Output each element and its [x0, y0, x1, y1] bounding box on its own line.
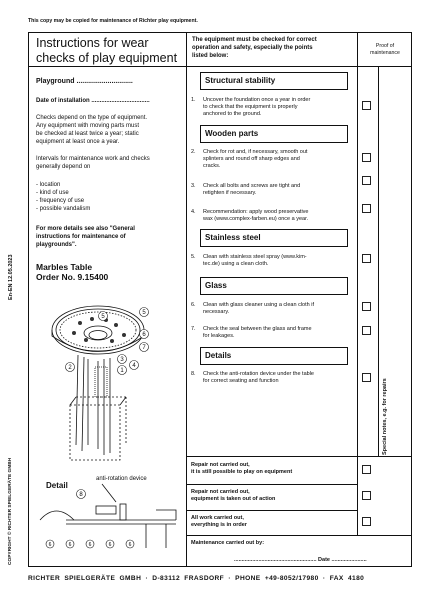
bottom-divider-3: [186, 510, 358, 511]
callout-2: 2: [68, 365, 72, 371]
proof-of-maintenance-label: Proof of maintenance: [370, 43, 400, 56]
product-name: Marbles Table: [36, 262, 93, 272]
checkbox-item-5[interactable]: [362, 254, 371, 263]
callout-8: 8: [79, 492, 83, 498]
detail-drawing: [36, 480, 181, 552]
section-glass: Glass: [200, 277, 348, 295]
checkbox-item-2b[interactable]: [362, 176, 371, 185]
page-title: Instructions for wear checks of play equipment: [36, 36, 178, 65]
column-divider: [186, 32, 187, 567]
section-wooden-parts: Wooden parts: [200, 125, 348, 143]
checkbox-repair-out-of-action[interactable]: [362, 491, 371, 500]
detail-label: Detail: [46, 481, 68, 490]
list-item: - kind of use: [36, 190, 69, 196]
factor-list: [36, 181, 90, 213]
version-date: En-EN 12.05.2023: [8, 254, 14, 300]
proof-column-divider: [357, 32, 358, 456]
checkbox-item-1[interactable]: [362, 101, 371, 110]
anti-rotation-label: anti-rotation device: [96, 476, 147, 482]
callout-6-detail: 6: [48, 542, 52, 548]
installation-date-label: Date of installation ...................................: [36, 98, 150, 104]
signature-date-line[interactable]: ...................................................... Date .......................: [234, 557, 367, 563]
header-divider: [28, 66, 412, 67]
details-reference: For more details see also "General instructions for maintenance of playgrounds".: [36, 226, 135, 248]
status-all-done: All work carried out, everything is in order: [191, 515, 247, 528]
notes-column-divider: [378, 66, 379, 456]
copyright-notice: COPYRIGHT © RICHTER SPIELGERÄTE GMBH: [8, 457, 13, 565]
callout-6-detail: 6: [108, 542, 112, 548]
list-item: - frequency of use: [36, 198, 85, 204]
status-repair-playable: Repair not carried out, it is still possible to play on equipment: [191, 462, 293, 475]
company-footer: RICHTER SPIELGERÄTE GMBH · D-83112 FRASDORF · PHONE +49-8052/17980 · FAX 4180: [28, 575, 365, 582]
checkbox-item-8[interactable]: [362, 373, 371, 382]
maintenance-by-label: Maintenance carried out by:: [191, 540, 265, 546]
check-frequency-text: Checks depend on the type of equipment. Any equipment with moving parts must be checked at least twice a year; static equipment at least once a year.: [36, 115, 148, 145]
checkbox-item-2[interactable]: [362, 153, 371, 162]
copy-note: This copy may be copied for maintenance of Richter play equipment.: [28, 18, 198, 24]
callout-6-detail: 6: [68, 542, 72, 548]
checkbox-item-6[interactable]: [362, 302, 371, 311]
list-item: - location: [36, 182, 61, 188]
callout-6: 6: [142, 332, 146, 338]
section-structural-stability: Structural stability: [200, 72, 348, 90]
callout-6-detail: 6: [128, 542, 132, 548]
order-number: Order No. 9.15400: [36, 272, 109, 282]
bottom-divider-1: [186, 456, 412, 457]
bottom-proof-divider: [357, 456, 358, 535]
playground-label: Playground .............................: [36, 78, 133, 85]
marbles-table-drawing: [40, 295, 180, 465]
list-item: - possible vandalism: [36, 206, 91, 212]
interval-text: Intervals for maintenance work and checks generally depend on: [36, 156, 150, 170]
product-info: [36, 262, 108, 282]
callout-1: 1: [120, 368, 124, 374]
bottom-divider-2: [186, 484, 358, 485]
callout-4: 4: [132, 363, 136, 369]
checkbox-item-4[interactable]: [362, 204, 371, 213]
special-notes-label: Special notes, e.g. for repairs: [382, 378, 388, 455]
section-stainless-steel: Stainless steel: [200, 229, 348, 247]
callout-3: 3: [120, 357, 124, 363]
callout-5b: 5: [101, 314, 105, 320]
checkbox-repair-playable[interactable]: [362, 465, 371, 474]
bottom-divider-4: [186, 535, 412, 536]
callout-6-detail: 6: [88, 542, 92, 548]
callout-7: 7: [142, 345, 146, 351]
right-header-text: The equipment must be checked for correct operation and safety, especially the points listed below:: [192, 37, 317, 59]
status-repair-out-of-action: Repair not carried out, equipment is taken out of action: [191, 489, 276, 502]
section-details: Details: [200, 347, 348, 365]
checkbox-all-done[interactable]: [362, 517, 371, 526]
checkbox-item-7[interactable]: [362, 326, 371, 335]
callout-5: 5: [142, 310, 146, 316]
